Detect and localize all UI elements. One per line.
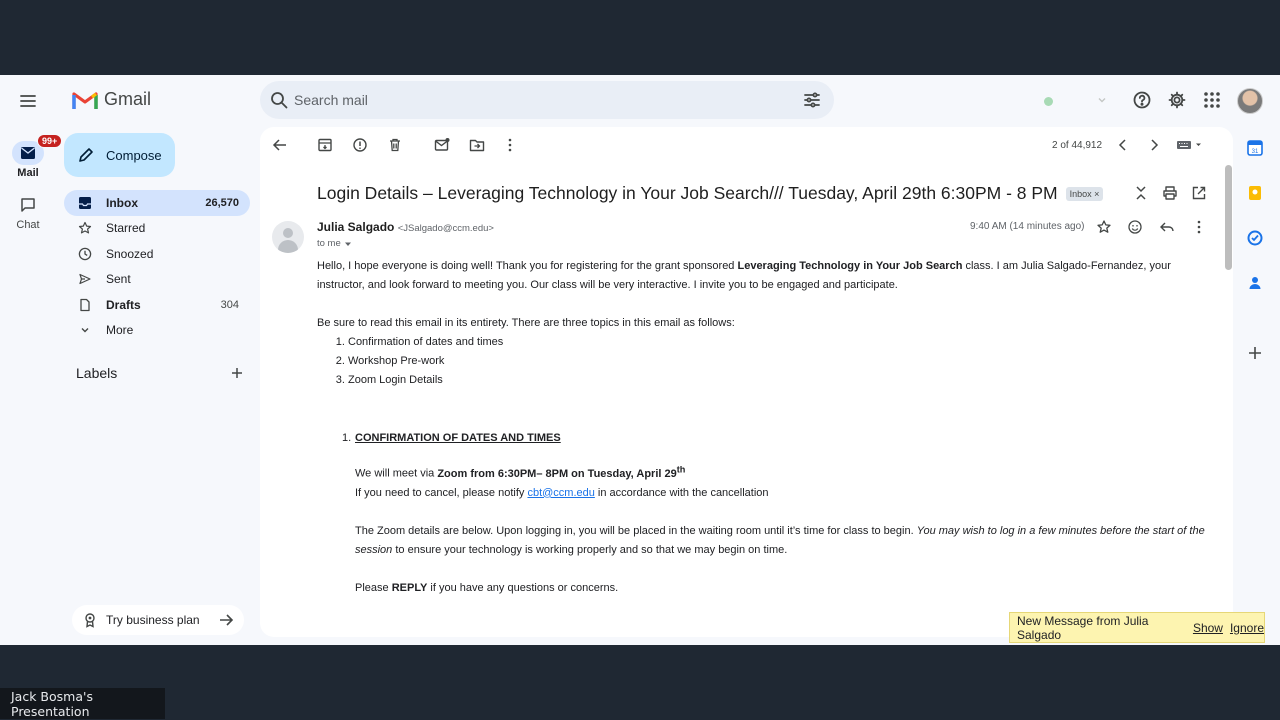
body-text: if you have any questions or concerns. [427,581,619,594]
keep-icon[interactable] [1246,184,1264,202]
scrollbar[interactable] [1225,165,1232,270]
caret-down-icon [344,240,352,248]
reply-icon[interactable] [1159,219,1175,235]
search-icon[interactable] [269,90,289,110]
archive-icon[interactable] [317,137,333,153]
body-italic-text: You may wish to log in a few minutes before the start of the session [355,524,1205,556]
star-icon [78,221,92,235]
cancel-email-link[interactable]: cbt@ccm.edu [527,486,595,499]
topics-list [348,333,1217,390]
back-arrow-icon[interactable] [272,137,288,153]
try-business-plan[interactable] [72,605,244,635]
section-title: CONFIRMATION OF DATES AND TIMES [355,432,561,444]
status-selector[interactable] [1036,89,1114,113]
cancel-line [355,484,1217,503]
chevron-down-icon [78,323,92,337]
award-icon [82,612,98,628]
rail-mail[interactable] [0,136,58,179]
email-toolbar [260,127,1233,163]
folder-nav [64,190,250,343]
svg-text:31: 31 [1251,149,1259,155]
nav-item-label: Starred [106,221,146,236]
account-avatar[interactable] [1237,88,1263,114]
print-icon[interactable] [1162,185,1178,201]
nav-item-snoozed[interactable] [64,241,250,267]
trash-icon[interactable] [387,137,403,153]
rail-chat-label: Chat [16,219,40,231]
chevron-right-icon[interactable] [1146,137,1162,153]
meet-bold: Zoom from 6:30PM– 8PM on Tuesday, April 29 [437,467,677,480]
list-item: 3. Zoom Login Details [348,371,1217,390]
nav-item-label: More [106,323,134,338]
body-text: If you need to cancel, please notify [355,486,528,499]
gmail-window [0,75,1280,645]
chip-label: Inbox [1069,188,1092,199]
open-new-window-icon[interactable] [1191,185,1207,201]
gmail-logo[interactable] [72,89,151,110]
email-view [260,127,1233,637]
inbox-icon [78,196,92,210]
inbox-label-chip[interactable]: Inbox × [1066,187,1104,201]
arrow-right-icon [218,612,234,628]
main-menu-icon[interactable] [18,91,38,111]
notification-text: New Message from Julia Salgado [1017,613,1149,642]
email-subject: Login Details – Leveraging Technology in Your Job Search/// Tuesday, April 29th 6:30PM - 8 PM [317,183,1058,203]
new-message-notification [1009,612,1265,643]
nav-item-label: Sent [106,272,131,287]
email-body [317,257,1217,598]
message-time: 9:40 AM (14 minutes ago) [970,221,1085,232]
zoom-paragraph [355,522,1217,560]
draft-icon [78,298,92,312]
sender-avatar [272,221,304,253]
body-text: Please [355,581,392,594]
recipient-line[interactable] [317,238,352,249]
compose-label: Compose [106,147,162,163]
body-text: Hello, I hope everyone is doing well! Thank you for registering for the grant sponsored [317,260,738,272]
search-input[interactable] [294,89,774,111]
try-business-label: Try business plan [106,613,200,627]
list-item: 1. Confirmation of dates and times [348,333,1217,352]
list-item: 2. Workshop Pre-work [348,352,1217,371]
message-more-icon[interactable] [1191,219,1207,235]
rail-chat-pill [12,193,44,217]
sender-email: <JSalgado@ccm.edu> [397,223,494,234]
tasks-icon[interactable] [1246,229,1264,247]
status-dot [1044,97,1053,106]
greeting-paragraph [317,257,1217,295]
nav-item-label: Inbox [106,195,138,210]
search-options-icon[interactable] [802,90,822,110]
calendar-icon[interactable] [1246,139,1264,157]
add-addon-icon[interactable] [1246,344,1264,362]
section-heading [342,429,1217,448]
body-text: to ensure your technology is working properly and so that we may begin on time. [392,543,788,556]
labels-header [76,365,244,381]
pager-text: 2 of 44,912 [1052,140,1103,151]
mark-unread-icon[interactable] [434,137,450,153]
chevron-left-icon[interactable] [1115,137,1131,153]
body-bold-text: REPLY [391,581,428,594]
nav-item-count: 304 [220,298,239,311]
mail-icon [20,146,36,160]
move-to-icon[interactable] [469,137,485,153]
ignore-link[interactable]: Ignore [1229,620,1264,635]
help-icon[interactable] [1132,90,1152,110]
send-icon [78,272,92,286]
rail-mail-pill [12,136,58,165]
body-text: class. I am Julia Salgado-Fernandez, your instructor, and look forward to meeting you. Our class will be very interactive. I invite you to be engaged and participate. [317,260,1171,291]
presentation-caption: Jack Bosma's Presentation [0,688,165,719]
add-label-icon[interactable] [230,366,244,380]
star-icon[interactable] [1096,219,1112,235]
top-bar [0,75,1280,127]
nav-item-inbox[interactable] [64,190,250,216]
input-tools-icon[interactable] [1176,137,1204,153]
more-vert-icon[interactable] [502,137,518,153]
recipient-text: to me [317,238,341,249]
body-bold-text [437,464,686,480]
contacts-icon[interactable] [1246,274,1264,292]
section-number: 1. [342,432,352,444]
body-text: We will meet via [355,467,438,480]
apps-grid-icon[interactable] [1202,90,1222,110]
section-content [355,460,1217,598]
labels-title: Labels [76,365,118,381]
gear-icon[interactable] [1167,90,1187,110]
unread-badge: 99+ [37,134,62,148]
superscript: th [676,464,686,474]
clock-icon [78,247,92,261]
rail-chat[interactable] [0,193,56,231]
nav-item-sent[interactable] [64,267,250,293]
collapse-all-icon[interactable] [1133,185,1149,201]
nav-item-count: 26,570 [205,196,239,209]
chevron-down-icon [1096,94,1108,106]
reply-line [355,579,1217,598]
nav-item-more[interactable] [64,318,250,344]
body-text: in accordance with the cancellation [594,486,769,499]
compose-button[interactable] [64,133,175,177]
pencil-icon [78,147,94,163]
gmail-m-icon [72,90,98,110]
nav-item-label: Drafts [106,297,141,312]
body-bold-text: Leveraging Technology in Your Job Search [737,260,963,272]
chat-icon [20,197,36,213]
nav-item-label: Snoozed [106,246,154,261]
emoji-react-icon[interactable] [1127,219,1143,235]
rail-mail-label: Mail [17,167,39,179]
search-bar[interactable] [260,81,834,119]
nav-item-drafts[interactable] [64,292,250,318]
body-text: The Zoom details are below. Upon logging in, you will be placed in the waiting room until it’s time for class to begin. [355,524,917,537]
sender-name[interactable]: Julia Salgado [317,220,395,234]
report-spam-icon[interactable] [352,137,368,153]
topics-intro: Be sure to read this email in its entirety. There are three topics in this email as follows: [317,317,735,329]
sender-line [317,220,494,234]
nav-item-starred[interactable] [64,216,250,242]
meeting-line [355,460,1217,484]
show-link[interactable]: Show [1192,620,1223,635]
app-title: Gmail [104,89,152,109]
email-subject-row [317,183,1103,204]
